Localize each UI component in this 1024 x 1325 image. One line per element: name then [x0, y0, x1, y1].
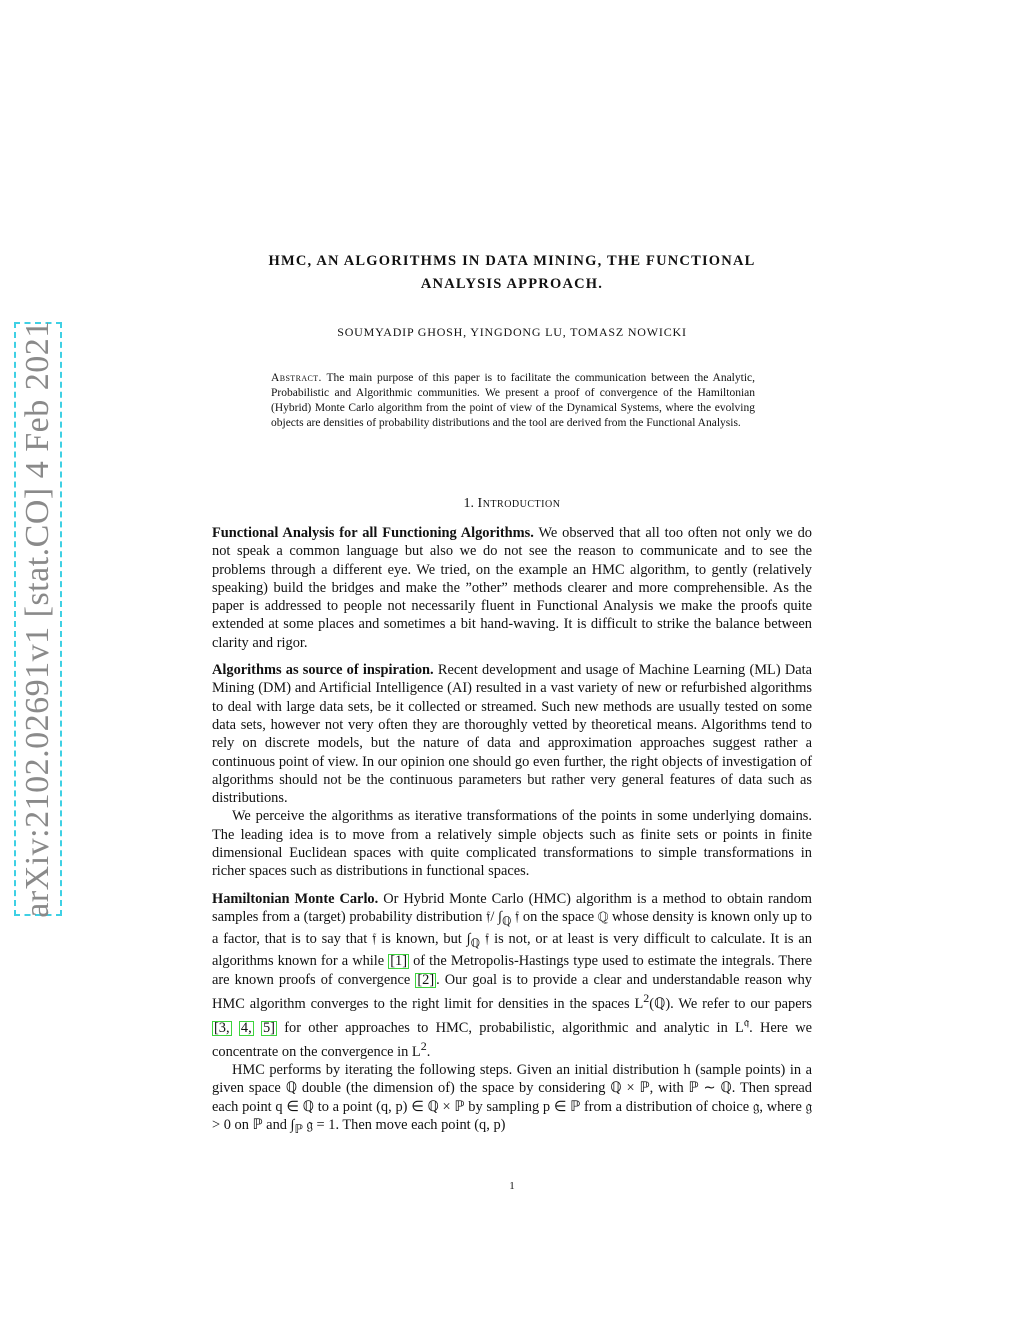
paragraph-text: Or Hybrid Monte Carlo (HMC) algorithm is a method to obtain random samples from a (target) probability distribution 𝔣/ ∫: [212, 890, 812, 925]
paragraph-text: (ℚ). We refer to our papers: [649, 995, 812, 1012]
paragraph: [212, 890, 812, 1062]
paragraph: [212, 524, 812, 652]
arxiv-id: arXiv:2102.02691v1 [stat.CO] 4 Feb 2021: [19, 320, 56, 918]
math-superscript: 𝔮: [743, 1014, 750, 1029]
paragraph: [212, 1061, 812, 1138]
paragraph-text: Recent development and usage of Machine Learning (ML) Data Mining (DM) and Artificial Intelligence (AI) resulted in a vast variety of new or refurbished algorithms to deal with large data sets, be it collected or streamed. Such new methods are usually tested on some data sets, however not very often they are thoroughly vetted by theoretical means. Algorithms tend to rely on discrete models, but the nature of data and approximation approaches suggest rather a continuous point of view. In our opinion one should go even further, the right objects of investigation of algorithms should not be the continuous parameters but rather very general features of data such as distributions.: [212, 662, 812, 807]
arxiv-stamp: [14, 322, 62, 916]
citation-link[interactable]: 5]: [262, 1019, 275, 1036]
math-subscript: ℙ: [294, 1121, 303, 1136]
authors: SOUMYADIP GHOSH, YINGDONG LU, TOMASZ NOWICKI: [337, 325, 687, 339]
title-line-2: ANALYSIS APPROACH.: [420, 276, 604, 292]
title-line-1: HMC, AN ALGORITHMS IN DATA MINING, THE FUNCTIONAL: [268, 253, 756, 269]
math-subscript: ℚ: [501, 913, 512, 928]
paragraph: [212, 661, 812, 807]
paragraph-text: 𝔣 on the space ℚ whose density is known only up to a factor, that is to say that 𝔣 is known, but ∫: [212, 908, 812, 948]
citation-link[interactable]: [3,: [214, 1019, 230, 1036]
section-number: 1.: [463, 496, 475, 511]
section-title: Introduction: [477, 496, 561, 511]
paragraph-text: HMC performs by iterating the following steps. Given an initial distribution h (sample points) in a given space ℚ double (the dimension of) the space by considering ℚ × ℙ, with ℙ ∼ ℚ. Then spread each point q ∈ ℚ to a point (q, p) ∈ ℚ × ℙ by sampling p ∈ ℙ from a distribution of choice 𝔤, where 𝔤 > 0 on ℙ and ∫: [212, 1062, 812, 1134]
paragraph-text: . Here we concentrate on the convergence in L: [212, 1019, 812, 1060]
paragraph-text: 𝔣 is not, or at least is very difficult to calculate. It is an algorithms known for a while: [212, 931, 812, 970]
paragraph-heading: Functional Analysis for all Functioning Algorithms.: [212, 525, 534, 541]
section-heading: [212, 496, 812, 512]
paragraph-text: We observed that all too often not only we do not speak a common language but also we do not see the reason to communicate and to see the problems through a different eye. We tried, on the example an HMC algorithm, to gently (relatively speaking) build the bridges and make the ”other” methods clearer and more comprehensible. As the paper is addressed to people not necessarily fluent in Functional Analysis we make the proofs quite extended at some places and sometimes a bit hand-waving. It is difficult to strike the balance between clarity and rigor.: [212, 525, 813, 651]
math-subscript: ℚ: [470, 935, 481, 950]
paragraph: [212, 807, 812, 880]
paragraph-text: We perceive the algorithms as iterative transformations of the points in some underlying domains. The leading idea is to move from a relatively simple objects such as finite sets or points in finite dimensional Euclidean spaces with quite complicated transformations to simple transformations in richer spaces such as distributions in functional spaces.: [212, 808, 812, 880]
page-number: 1: [509, 1180, 515, 1192]
citation-link[interactable]: [1]: [390, 953, 408, 970]
abstract-label: Abstract.: [271, 372, 322, 384]
paragraph-heading: Hamiltonian Monte Carlo.: [212, 890, 379, 907]
citation-link[interactable]: 4,: [240, 1019, 252, 1036]
paragraph-text: 𝔤 = 1. Then move each point (q, p): [306, 1117, 506, 1134]
citation-link[interactable]: [2]: [417, 971, 435, 988]
paragraph-text: .: [426, 1043, 431, 1060]
abstract: [271, 371, 755, 431]
body-text: [212, 524, 812, 1147]
paragraph-heading: Algorithms as source of inspiration.: [212, 662, 434, 679]
math-superscript: 2: [420, 1039, 427, 1054]
paragraph-text: for other approaches to HMC, probabilistic, algorithmic and analytic in L: [284, 1019, 744, 1036]
math-superscript: 2: [643, 990, 650, 1005]
paragraph-text: . Our goal is to provide a clear and understandable reason why HMC algorithm converges to the right limit for densities in the spaces L: [212, 971, 812, 1012]
paragraph-text: of the Metropolis-Hastings type used to estimate the integrals. There are known proofs of convergence: [212, 953, 812, 988]
paper-title: [212, 250, 812, 296]
abstract-text: The main purpose of this paper is to facilitate the communication between the Analytic, Probabilistic and Algorithmic communities. We present a proof of convergence of the Hamiltonian (Hybrid) Monte Carlo algorithm from the point of view of the Dynamical Systems, where the evolving objects are densities of probability distributions and the tool are derived from the Functional Analysis.: [271, 372, 755, 429]
